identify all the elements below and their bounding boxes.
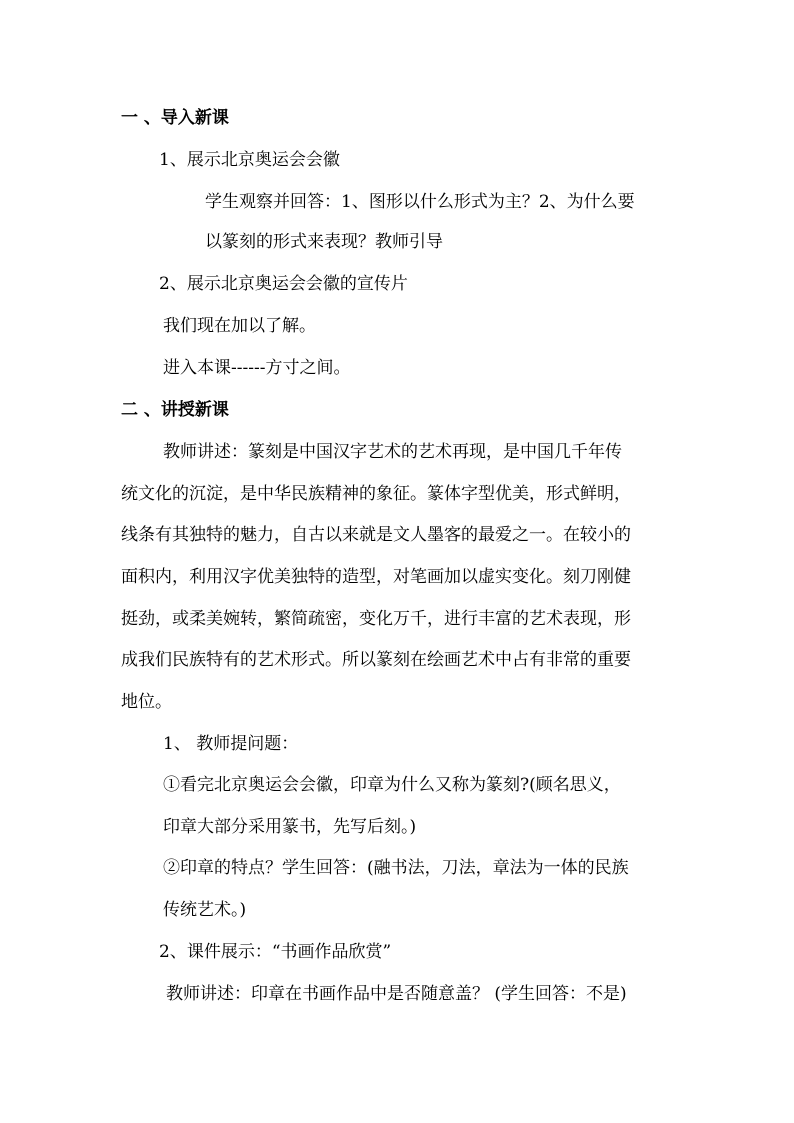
section2-para-line: 教师讲述：篆刻是中国汉字艺术的艺术再现，是中国几千年传 bbox=[163, 442, 622, 462]
section1-item1-detail-line1: 学生观察并回答：1、图形以什么形式为主？2、为什么要 bbox=[205, 192, 635, 212]
section1-heading: 一 、导入新课 bbox=[121, 108, 229, 128]
section1-item2-line2: 进入本课------方寸之间。 bbox=[163, 358, 351, 378]
section2-para-line: 地位。 bbox=[121, 692, 172, 712]
section2-q1-line2: 印章大部分采用篆书，先写后刻。) bbox=[163, 817, 417, 837]
section1-item1-detail-line2: 以篆刻的形式来表现？教师引导 bbox=[205, 232, 443, 252]
section2-q2-line1: ②印章的特点？学生回答：(融书法，刀法，章法为一体的民族 bbox=[163, 858, 629, 878]
section2-para-line: 统文化的沉淀，是中华民族精神的象征。篆体字型优美，形式鲜明， bbox=[121, 484, 631, 504]
section2-para-line: 挺劲，或柔美婉转，繁简疏密，变化万千，进行丰富的艺术表现，形 bbox=[121, 609, 631, 629]
section2-item2: 2、课件展示：“书画作品欣赏” bbox=[159, 942, 392, 962]
section1-item2-line1: 我们现在加以了解。 bbox=[163, 316, 316, 336]
section2-para-line: 线条有其独特的魅力，自古以来就是文人墨客的最爱之一。在较小的 bbox=[121, 525, 631, 545]
section2-item2-text: 教师讲述：印章在书画作品中是否随意盖？ (学生回答：不是) bbox=[166, 984, 627, 1004]
section2-q2-line2: 传统艺术。) bbox=[163, 900, 247, 920]
section2-heading: 二 、讲授新课 bbox=[121, 400, 229, 420]
section2-para-line: 成我们民族特有的艺术形式。所以篆刻在绘画艺术中占有非常的重要 bbox=[121, 650, 631, 670]
section2-para-line: 面积内，利用汉字优美独特的造型，对笔画加以虚实变化。刻刀刚健 bbox=[121, 567, 631, 587]
section1-item2: 2、展示北京奥运会会徽的宣传片 bbox=[159, 274, 408, 294]
section1-item1: 1、展示北京奥运会会徽 bbox=[159, 150, 340, 170]
section2-question-title: 1、 教师提问题： bbox=[163, 734, 299, 754]
section2-q1-line1: ①看完北京奥运会会徽，印章为什么又称为篆刻?(顾名思义， bbox=[163, 775, 621, 795]
